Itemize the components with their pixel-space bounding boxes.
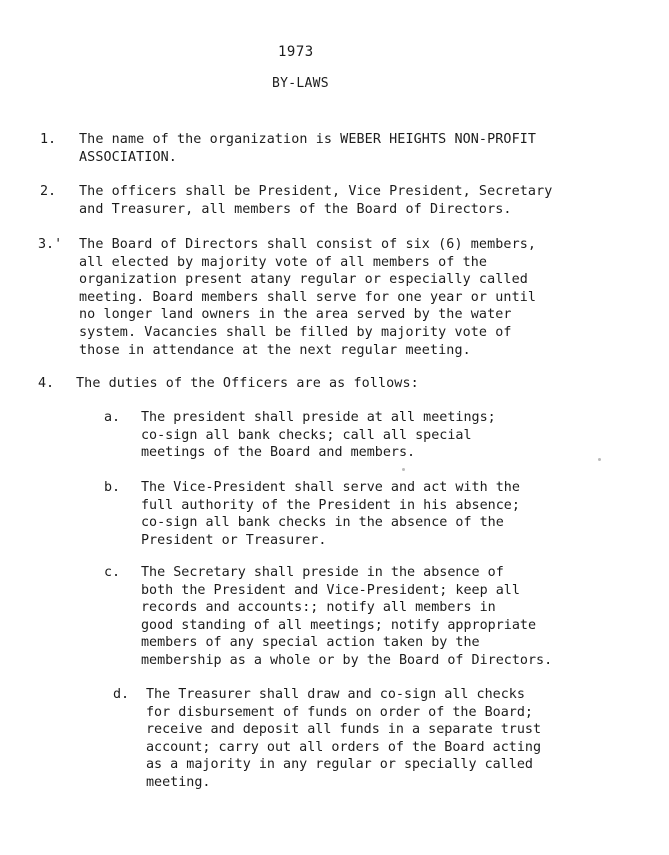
text-line: system. Vacancies shall be filled by majority vote of [79, 324, 512, 340]
item-number: 1. [40, 132, 57, 147]
item-number: 3.' [38, 237, 63, 252]
text-line: no longer land owners in the area served by the water [79, 307, 512, 323]
text-line: The name of the organization is WEBER HEIGHTS NON-PROFIT [79, 132, 537, 147]
duty-b-text [141, 479, 520, 549]
text-line: those in attendance at the next regular meeting. [79, 342, 471, 358]
duty-letter: c. [104, 565, 121, 580]
text-line: full authority of the President in his absence; [141, 497, 520, 513]
text-line: membership as a whole or by the Board of Directors. [141, 652, 553, 668]
scan-speck [402, 468, 405, 471]
duty-letter: b. [104, 480, 121, 495]
text-line: records and accounts:; notify all members in [141, 600, 496, 616]
text-line: and Treasurer, all members of the Board of Directors. [79, 201, 512, 217]
scan-speck [598, 458, 601, 461]
text-line: meeting. Board members shall serve for one year or until [79, 289, 537, 305]
text-line: organization present atany regular or especially called [79, 272, 528, 288]
item-2-text [79, 183, 552, 218]
text-line: The Board of Directors shall consist of six (6) members, [79, 237, 537, 252]
duty-letter: a. [104, 410, 121, 425]
document-year: 1973 [278, 44, 314, 60]
document-title: BY-LAWS [272, 76, 329, 91]
item-1-text [79, 131, 536, 166]
item-4-text [76, 375, 419, 393]
text-line: meeting. [146, 774, 211, 790]
duty-c-text [141, 564, 552, 670]
text-line: The president shall preside at all meetings; [141, 410, 496, 425]
text-line: The officers shall be President, Vice President, Secretary [79, 184, 553, 199]
text-line: good standing of all meetings; notify appropriate [141, 617, 537, 633]
text-line: co-sign all bank checks; call all special [141, 427, 472, 443]
text-line: account; carry out all orders of the Board acting [146, 739, 542, 755]
text-line: members of any special action taken by the [141, 635, 480, 651]
text-line: co-sign all bank checks in the absence of the [141, 515, 504, 531]
text-line: all elected by majority vote of all members of the [79, 254, 488, 270]
duty-letter: d. [113, 687, 130, 702]
text-line: The duties of the Officers are as follows: [76, 376, 419, 391]
item-number: 4. [38, 376, 55, 391]
text-line: The Secretary shall preside in the absence of [141, 565, 504, 580]
text-line: both the President and Vice-President; keep all [141, 582, 520, 598]
text-line: The Vice-President shall serve and act with the [141, 480, 520, 495]
text-line: ASSOCIATION. [79, 149, 177, 165]
duty-d-text [146, 686, 541, 792]
text-line: meetings of the Board and members. [141, 445, 416, 461]
text-line: President or Treasurer. [141, 532, 327, 548]
duty-a-text [141, 409, 496, 462]
item-3-text [79, 236, 536, 359]
text-line: for disbursement of funds on order of the Board; [146, 704, 533, 720]
text-line: receive and deposit all funds in a separate trust [146, 722, 542, 738]
text-line: The Treasurer shall draw and co-sign all checks [146, 687, 525, 702]
text-line: as a majority in any regular or specially called [146, 757, 533, 773]
item-number: 2. [40, 184, 57, 199]
